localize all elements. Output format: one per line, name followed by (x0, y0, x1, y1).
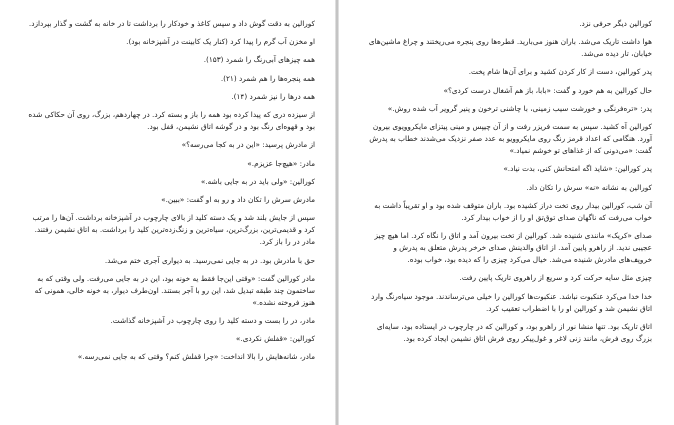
paragraph: همه پنجره‌ها را هم شمرد (۲۱). (220, 73, 315, 83)
paragraph: حق با مادرش بود. در به جایی نمی‌رسید. به دیواری آجری ختم می‌شد. (104, 255, 315, 265)
paragraph: چیزی مثل سایه حرکت کرد و سریع از راهروی تاریک پایین رفت. (459, 273, 652, 283)
paragraph: مادر کورالین گفت: «وقتی این‌جا فقط یه خونه بود، این در به جایی می‌رفت. ولی وقتی که به ساختمون چند طبقه تبدیل شد، این رو با آجر بستند. اون‌طرف دیوار، به خونه خالی، همونی که هنوز فروخته نشده.» (34, 273, 315, 307)
paragraph: کورالین: «قفلش نکردی.» (235, 334, 315, 344)
paragraph: پدر کورالین، دست از کار کردن کشید و برای آن‌ها شام پخت. (468, 67, 652, 77)
paragraph: آن شب، کورالین بیدار روی تخت دراز کشیده بود. باران متوقف شده بود و او تقریباً داشت به خواب می‌رفت که ناگهان صدای توق‌تق او را از خواب بیدار کرد. (374, 200, 652, 222)
paragraph: مادرش سرش را تکان داد و رو به او گفت: «ببین.» (161, 195, 315, 204)
paragraph: کورالین دیگر حرفی نزد. (579, 19, 652, 28)
paragraph: کورالین آه کشید. سپس به سمت فریزر رفت و از آن چیپس و مینی پیتزای مایکروویوی بیرون آورد. هنگامی که اعداد قرمز رنگ روی مایکروویو به عدد صفر نزدیک می‌شدند خطاب به پدرش گفت: «می‌دونی که از غذاهای تو خوشم نمیاد.» (369, 122, 652, 156)
paragraph: اتاق تاریک بود. تنها منشا نور از راهرو بود، و کورالین که در چارچوب در ایستاده بود، سایه‌ای بزرگ روی فرش، مانند زنی لاغر و غول‌پیکر روی فرش اتاق نشیمن ایجاد کرده بود. (376, 321, 652, 343)
paragraph: همه درها را نیز شمرد (۱۴). (231, 91, 315, 101)
paragraph: خدا خدا می‌کرد عنکبوت نباشد. عنکبوت‌ها کورالین را خیلی می‌ترساندند. موجود سیاه‌رنگ وارد اتاق نشیمن شد و کورالین او را با اضطراب تعقیب کرد. (371, 291, 652, 313)
paragraph: از مادرش پرسید: «این در به کجا می‌رسه؟» (181, 140, 315, 150)
right-page (337, 0, 674, 425)
paragraph: کورالین به دقت گوش داد و سپس کاغذ و خودکار را برداشت تا در خانه به گشت و گذار بپردازد. (28, 19, 315, 28)
paragraph: مادر، در را بست و دسته کلید را روی چارچوب در آشپزخانه گذاشت. (110, 316, 315, 325)
paragraph: او مخزن آب گرم را پیدا کرد (کنار یک کابینت در آشپزخانه بود). (126, 37, 315, 47)
paragraph: کورالین به نشانه «نه» سرش را تکان داد. (526, 182, 652, 192)
paragraph: حال کورالین به هم خورد و گفت: «بابا، باز هم آشغال درست کردی؟» (443, 85, 652, 95)
paragraph: از سیزده دری که پیدا کرده بود همه را باز و بسته کرد. در چهاردهم، بزرگ، روی آن حکاکی شده بود و قهوه‌ای رنگ بود و در گوشه اتاق نشیمن، قفل بود. (28, 110, 315, 132)
paragraph: مادر: «هیچ‌جا عزیزم.» (247, 158, 315, 168)
paragraph: سپس از جایش بلند شد و یک دسته کلید از بالای چارچوب در آشپزخانه برداشت. آن‌ها را مرتب کرد و قدیمی‌ترین، بزرگ‌ترین، سیاه‌ترین و زنگ‌زده‌ترین کلید را برداشت. به اتاق نشیمن رفتند. مادر در را باز کرد. (32, 213, 315, 247)
paragraph: هوا داشت تاریک می‌شد. باران هنوز می‌بارید. قطره‌ها روی پنجره می‌ریختند و چراغ ماشین‌های خیابان، تار دیده می‌شد. (368, 37, 652, 59)
paragraph: پدر: «تره‌فرنگی و خورشت سیب زمینی، با چاشنی ترخون و پنیر گرویر آب شده روش.» (387, 103, 652, 113)
paragraph: کورالین: «ولی باید در به جایی باشه.» (200, 176, 315, 186)
paragraph: مادر، شانه‌هایش را بالا انداخت: «چرا قفلش کنم؟ وقتی که به جایی نمی‌رسه.» (77, 352, 315, 362)
paragraph: پدر کورالین: «شاید اگه امتحانش کنی، بدت نیاد.» (503, 164, 652, 174)
paragraph: همه چیزهای آبی‌رنگ را شمرد (۱۵۳). (203, 55, 315, 65)
paragraph: صدای «کریک» مانندی شنیده شد. کورالین از تخت بیرون آمد و اتاق را نگاه کرد. اما هیچ چیز عجیبی ندید. از راهرو پایین آمد. از اتاق والدینش صدای خرخر پدرش متعلق به پدرش و خروپف‌های مادرش شنیده می‌شد. خیال می‌کرد چیزی را که دیده بود، خواب بوده. (374, 231, 652, 265)
